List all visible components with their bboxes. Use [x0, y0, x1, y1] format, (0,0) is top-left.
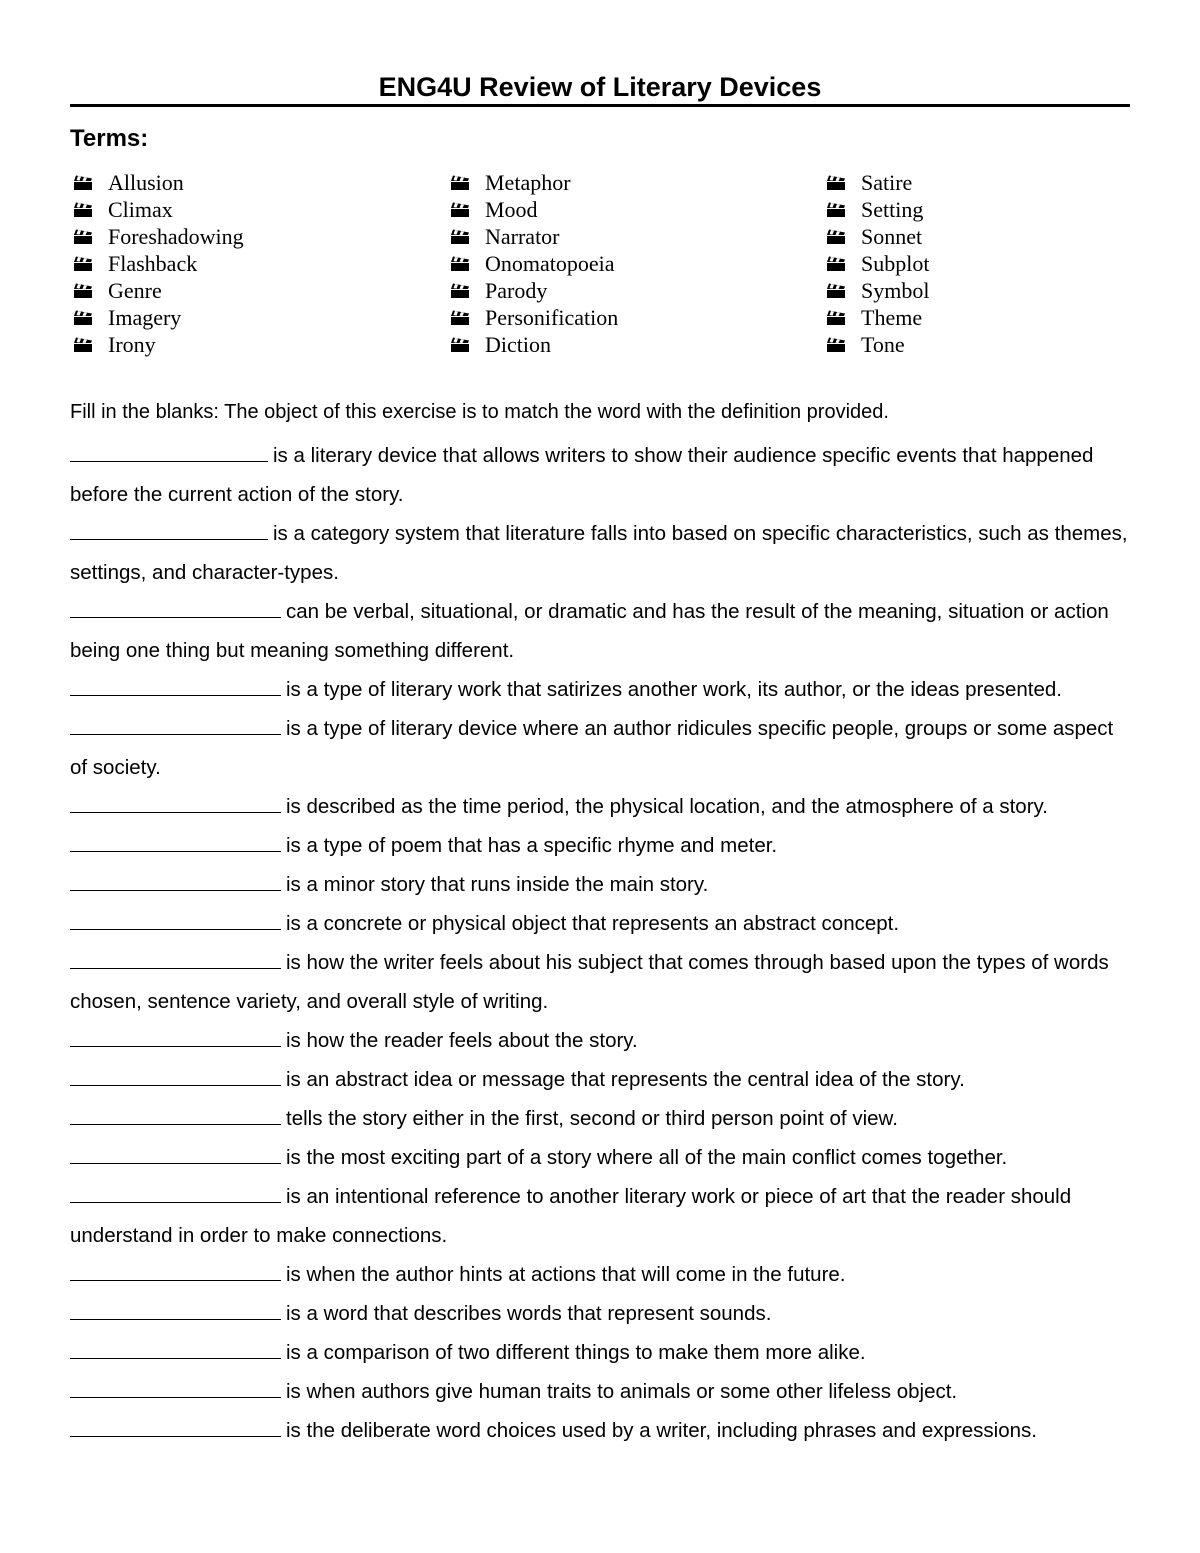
answer-blank[interactable] — [70, 1143, 281, 1164]
answer-blank[interactable] — [70, 714, 281, 735]
answer-blank[interactable] — [70, 1299, 281, 1320]
term-item — [450, 331, 618, 358]
question-definition: is the most exciting part of a story where all of the main conflict comes together. — [286, 1146, 1008, 1169]
question-item — [0, 436, 1134, 514]
term-label: Onomatopoeia — [485, 251, 615, 276]
question-item — [0, 592, 1134, 670]
instructions: Fill in the blanks: The object of this exercise is to match the word with the definition provided. — [70, 401, 889, 423]
answer-blank[interactable] — [70, 441, 268, 462]
question-definition: is a concrete or physical object that represents an abstract concept. — [286, 912, 900, 935]
question-item — [0, 1255, 1134, 1294]
question-item — [0, 1294, 1134, 1333]
term-label: Diction — [485, 332, 551, 357]
question-item — [0, 1411, 1134, 1450]
term-item — [826, 169, 929, 196]
clapperboard-icon — [73, 175, 93, 191]
question-item — [0, 943, 1134, 1021]
term-label: Narrator — [485, 224, 560, 249]
term-item — [73, 331, 244, 358]
term-item — [450, 250, 618, 277]
answer-blank[interactable] — [70, 831, 281, 852]
term-label: Irony — [108, 332, 156, 357]
question-item — [0, 787, 1134, 826]
term-item — [73, 196, 244, 223]
question-item — [0, 865, 1134, 904]
answer-blank[interactable] — [70, 597, 281, 618]
question-item — [0, 1138, 1134, 1177]
term-item — [826, 304, 929, 331]
clapperboard-icon — [73, 229, 93, 245]
term-label: Satire — [861, 170, 913, 195]
question-item — [0, 1372, 1134, 1411]
term-label: Metaphor — [485, 170, 571, 195]
term-label: Setting — [861, 197, 924, 222]
term-item — [450, 196, 618, 223]
question-list — [0, 436, 1134, 1450]
answer-blank[interactable] — [70, 1338, 281, 1359]
question-definition: is a minor story that runs inside the main story. — [286, 873, 709, 896]
answer-blank[interactable] — [70, 519, 268, 540]
question-definition: is described as the time period, the physical location, and the atmosphere of a story. — [286, 795, 1048, 818]
term-item — [826, 223, 929, 250]
term-item — [450, 223, 618, 250]
question-definition: is a type of literary device where an author ridicules specific people, groups or some aspect of society. — [70, 717, 1114, 779]
question-item — [0, 1099, 1134, 1138]
term-label: Personification — [485, 305, 619, 330]
terms-column-2 — [450, 169, 618, 358]
question-definition: is when the author hints at actions that will come in the future. — [286, 1263, 846, 1286]
clapperboard-icon — [826, 283, 846, 299]
term-label: Flashback — [108, 251, 198, 276]
question-definition: is an abstract idea or message that represents the central idea of the story. — [286, 1068, 965, 1091]
term-item — [450, 304, 618, 331]
clapperboard-icon — [450, 175, 470, 191]
question-definition: is a category system that literature falls into based on specific characteristics, such as themes, settings, and character-types. — [70, 522, 1128, 584]
terms-column-1 — [73, 169, 244, 358]
answer-blank[interactable] — [70, 675, 281, 696]
term-item — [826, 277, 929, 304]
answer-blank[interactable] — [70, 792, 281, 813]
question-definition: is a type of poem that has a specific rhyme and meter. — [286, 834, 778, 857]
question-definition: is an intentional reference to another literary work or piece of art that the reader should understand in order to make connections. — [70, 1185, 1072, 1247]
question-item — [0, 1333, 1134, 1372]
term-label: Parody — [485, 278, 548, 303]
question-item — [0, 709, 1134, 787]
clapperboard-icon — [73, 337, 93, 353]
term-label: Mood — [485, 197, 538, 222]
answer-blank[interactable] — [70, 1182, 281, 1203]
question-item — [0, 904, 1134, 943]
answer-blank[interactable] — [70, 1260, 281, 1281]
term-item — [450, 277, 618, 304]
answer-blank[interactable] — [70, 1377, 281, 1398]
term-label: Foreshadowing — [108, 224, 244, 249]
question-definition: is a comparison of two different things to make them more alike. — [286, 1341, 866, 1364]
term-item — [826, 331, 929, 358]
term-label: Climax — [108, 197, 173, 222]
term-item — [450, 169, 618, 196]
term-item — [826, 196, 929, 223]
term-item — [73, 304, 244, 331]
clapperboard-icon — [73, 202, 93, 218]
question-item — [0, 826, 1134, 865]
answer-blank[interactable] — [70, 909, 281, 930]
clapperboard-icon — [826, 202, 846, 218]
term-label: Sonnet — [861, 224, 923, 249]
clapperboard-icon — [450, 229, 470, 245]
question-item — [0, 1021, 1134, 1060]
answer-blank[interactable] — [70, 870, 281, 891]
answer-blank[interactable] — [70, 1026, 281, 1047]
answer-blank[interactable] — [70, 1065, 281, 1086]
question-definition: is when authors give human traits to animals or some other lifeless object. — [286, 1380, 958, 1403]
question-definition: is a type of literary work that satirizes another work, its author, or the ideas presented. — [286, 678, 1062, 701]
question-item — [0, 514, 1134, 592]
question-definition: is a word that describes words that represent sounds. — [286, 1302, 772, 1325]
clapperboard-icon — [450, 283, 470, 299]
question-definition: can be verbal, situational, or dramatic and has the result of the meaning, situation or action being one thing but meaning something different. — [70, 600, 1109, 662]
question-definition: is the deliberate word choices used by a writer, including phrases and expressions. — [286, 1419, 1037, 1442]
title-divider — [70, 104, 1130, 107]
term-item — [826, 250, 929, 277]
clapperboard-icon — [826, 175, 846, 191]
clapperboard-icon — [826, 229, 846, 245]
term-label: Imagery — [108, 305, 182, 330]
terms-heading: Terms: — [70, 125, 149, 152]
clapperboard-icon — [450, 337, 470, 353]
term-label: Genre — [108, 278, 162, 303]
term-item — [73, 169, 244, 196]
term-item — [73, 250, 244, 277]
clapperboard-icon — [450, 256, 470, 272]
question-item — [0, 1060, 1134, 1099]
clapperboard-icon — [826, 256, 846, 272]
term-label: Theme — [861, 305, 923, 330]
clapperboard-icon — [826, 337, 846, 353]
answer-blank[interactable] — [70, 1104, 281, 1125]
question-item — [0, 1177, 1134, 1255]
answer-blank[interactable] — [70, 1416, 281, 1437]
clapperboard-icon — [450, 202, 470, 218]
page-title: ENG4U Review of Literary Devices — [378, 72, 822, 102]
question-definition: is how the reader feels about the story. — [286, 1029, 638, 1052]
question-item — [0, 670, 1134, 709]
term-label: Symbol — [861, 278, 930, 303]
clapperboard-icon — [826, 310, 846, 326]
clapperboard-icon — [450, 310, 470, 326]
term-label: Allusion — [108, 170, 184, 195]
term-label: Tone — [861, 332, 905, 357]
term-item — [73, 277, 244, 304]
term-label: Subplot — [861, 251, 930, 276]
clapperboard-icon — [73, 283, 93, 299]
terms-column-3 — [826, 169, 929, 358]
question-definition: tells the story either in the first, second or third person point of view. — [286, 1107, 898, 1130]
clapperboard-icon — [73, 310, 93, 326]
question-definition: is how the writer feels about his subject that comes through based upon the types of words chosen, sentence variety, and overall style of writing. — [70, 951, 1109, 1013]
term-item — [73, 223, 244, 250]
clapperboard-icon — [73, 256, 93, 272]
answer-blank[interactable] — [70, 948, 281, 969]
question-definition: is a literary device that allows writers to show their audience specific events that happened before the current action of the story. — [70, 444, 1094, 506]
